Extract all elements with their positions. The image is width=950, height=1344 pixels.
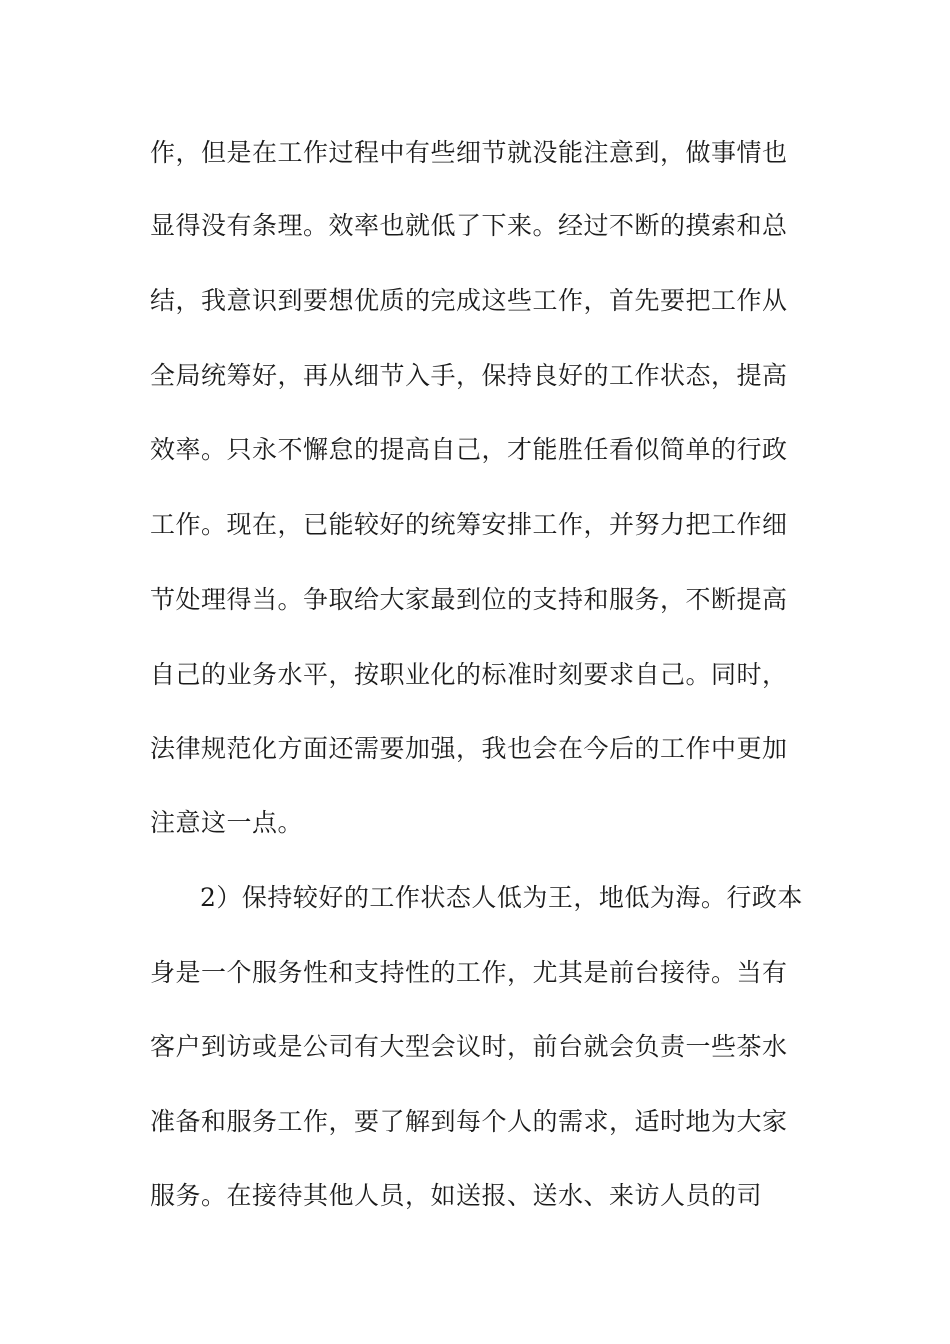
- text-line-8: 自己的业务水平，按职业化的标准时刻要求自己。同时，: [150, 660, 788, 689]
- text-line-14: 准备和服务工作，要了解到每个人的需求，适时地为大家: [150, 1107, 788, 1136]
- text-line-9: 法律规范化方面还需要加强，我也会在今后的工作中更加: [150, 734, 788, 763]
- text-line-3: 结，我意识到要想优质的完成这些工作，首先要把工作从: [150, 286, 788, 315]
- text-line-13: 客户到访或是公司有大型会议时，前台就会负责一些茶水: [150, 1032, 788, 1061]
- text-line-2: 显得没有条理。效率也就低了下来。经过不断的摸索和总: [150, 211, 788, 240]
- text-line-12: 身是一个服务性和支持性的工作，尤其是前台接待。当有: [150, 958, 788, 987]
- text-line-1: 作，但是在工作过程中有些细节就没能注意到，做事情也: [150, 138, 788, 167]
- text-line-15: 服务。在接待其他人员，如送报、送水、来访人员的司: [150, 1181, 763, 1210]
- text-line-6: 工作。现在，已能较好的统筹安排工作，并努力把工作细: [150, 510, 788, 539]
- text-line-5: 效率。只永不懈怠的提高自己，才能胜任看似简单的行政: [150, 435, 788, 464]
- paragraph-2-first-line: 2）保持较好的工作状态人低为王，地低为海。行政本: [200, 883, 803, 912]
- text-line-4: 全局统筹好，再从细节入手，保持良好的工作状态，提高: [150, 361, 788, 390]
- text-line-10: 注意这一点。: [150, 808, 304, 837]
- text-line-7: 节处理得当。争取给大家最到位的支持和服务，不断提高: [150, 585, 788, 614]
